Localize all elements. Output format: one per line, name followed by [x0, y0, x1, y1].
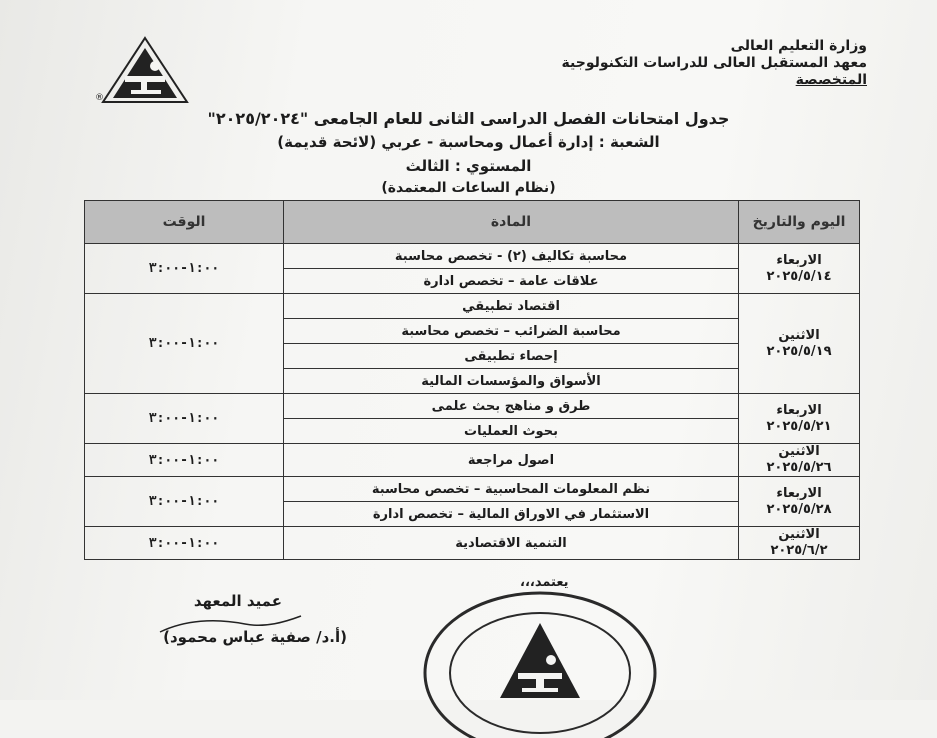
time-cell: ١:٠٠-٣:٠٠ [85, 394, 284, 444]
day-name: الاثنين [778, 444, 820, 459]
institute-specialized: المتخصصة [795, 72, 867, 88]
time-cell: ١:٠٠-٣:٠٠ [85, 244, 284, 294]
table-row [85, 394, 860, 419]
day-date-cell [739, 394, 860, 444]
dean-title: عميد المعهد [193, 592, 282, 610]
table-row [85, 294, 860, 319]
day-name: الاربعاء [776, 252, 822, 268]
header-time: الوقت [85, 201, 284, 244]
subject-cell: محاسبة تكاليف (٢) - تخصص محاسبة [284, 244, 739, 269]
day-date-cell [739, 444, 860, 477]
exam-date: ٢٠٢٥/٥/١٤ [766, 268, 832, 284]
subject-cell: الاستثمار في الاوراق المالية – تخصص ادارة [284, 502, 739, 527]
system-title: (نظام الساعات المعتمدة) [381, 180, 556, 196]
header-block [562, 38, 867, 89]
time-cell: ١:٠٠-٣:٠٠ [85, 444, 284, 477]
table-row [85, 444, 860, 477]
level-title: المستوي : الثالث [405, 157, 532, 175]
subject-cell: اقتصاد تطبيقي [284, 294, 739, 319]
dean-name: (أ.د/ صفية عباس محمود) [163, 628, 347, 646]
time-cell: ١:٠٠-٣:٠٠ [85, 527, 284, 560]
exam-date: ٢٠٢٥/٥/٢٦ [766, 460, 832, 475]
header-subject: المادة [284, 201, 739, 244]
subject-cell: إحصاء تطبيقى [284, 344, 739, 369]
exam-date: ٢٠٢٥/٥/٢٨ [766, 501, 832, 517]
day-name: الاربعاء [776, 402, 822, 418]
table-header-row [85, 201, 860, 244]
subject-cell: طرق و مناهج بحث علمى [284, 394, 739, 419]
exam-date: ٢٠٢٥/٥/١٩ [766, 343, 832, 359]
approval-label: يعتمد،،، [520, 575, 569, 590]
time-cell: ١:٠٠-٣:٠٠ [85, 477, 284, 527]
exam-schedule-table [84, 200, 860, 560]
division-title: الشعبة : إدارة أعمال ومحاسبة - عربي (لائحة قديمة) [277, 133, 660, 151]
institute-logo [95, 36, 195, 106]
day-name: الاثنين [778, 527, 820, 542]
time-cell: ١:٠٠-٣:٠٠ [85, 294, 284, 394]
subject-cell: اصول مراجعة [284, 444, 739, 477]
subject-cell: التنمية الاقتصادية [284, 527, 739, 560]
subject-cell: الأسواق والمؤسسات المالية [284, 369, 739, 394]
table-row [85, 477, 860, 502]
institute-name: معهد المستقبل العالى للدراسات التكنولوجية [561, 55, 867, 71]
day-date-cell [739, 527, 860, 560]
subject-cell: نظم المعلومات المحاسبية – تخصص محاسبة [284, 477, 739, 502]
exam-date: ٢٠٢٥/٥/٢١ [766, 418, 832, 434]
header-day-date: اليوم والتاريخ [739, 201, 860, 244]
schedule-title: جدول امتحانات الفصل الدراسى الثانى للعام الجامعى "٢٠٢٥/٢٠٢٤" [207, 109, 730, 128]
day-date-cell [739, 294, 860, 394]
day-name: الاربعاء [776, 485, 822, 501]
subject-cell: بحوث العمليات [284, 419, 739, 444]
table-row [85, 244, 860, 269]
day-name: الاثنين [778, 327, 820, 343]
day-date-cell [739, 244, 860, 294]
table-row [85, 527, 860, 560]
day-date-cell [739, 477, 860, 527]
registered-mark: ® [95, 93, 104, 103]
table-body [85, 244, 860, 560]
exam-date: ٢٠٢٥/٦/٢ [770, 543, 828, 558]
subject-cell: محاسبة الضرائب – تخصص محاسبة [284, 319, 739, 344]
institute-stamp [420, 578, 660, 738]
subject-cell: علاقات عامة – تخصص ادارة [284, 269, 739, 294]
ministry-name: وزارة التعليم العالى [730, 38, 867, 54]
